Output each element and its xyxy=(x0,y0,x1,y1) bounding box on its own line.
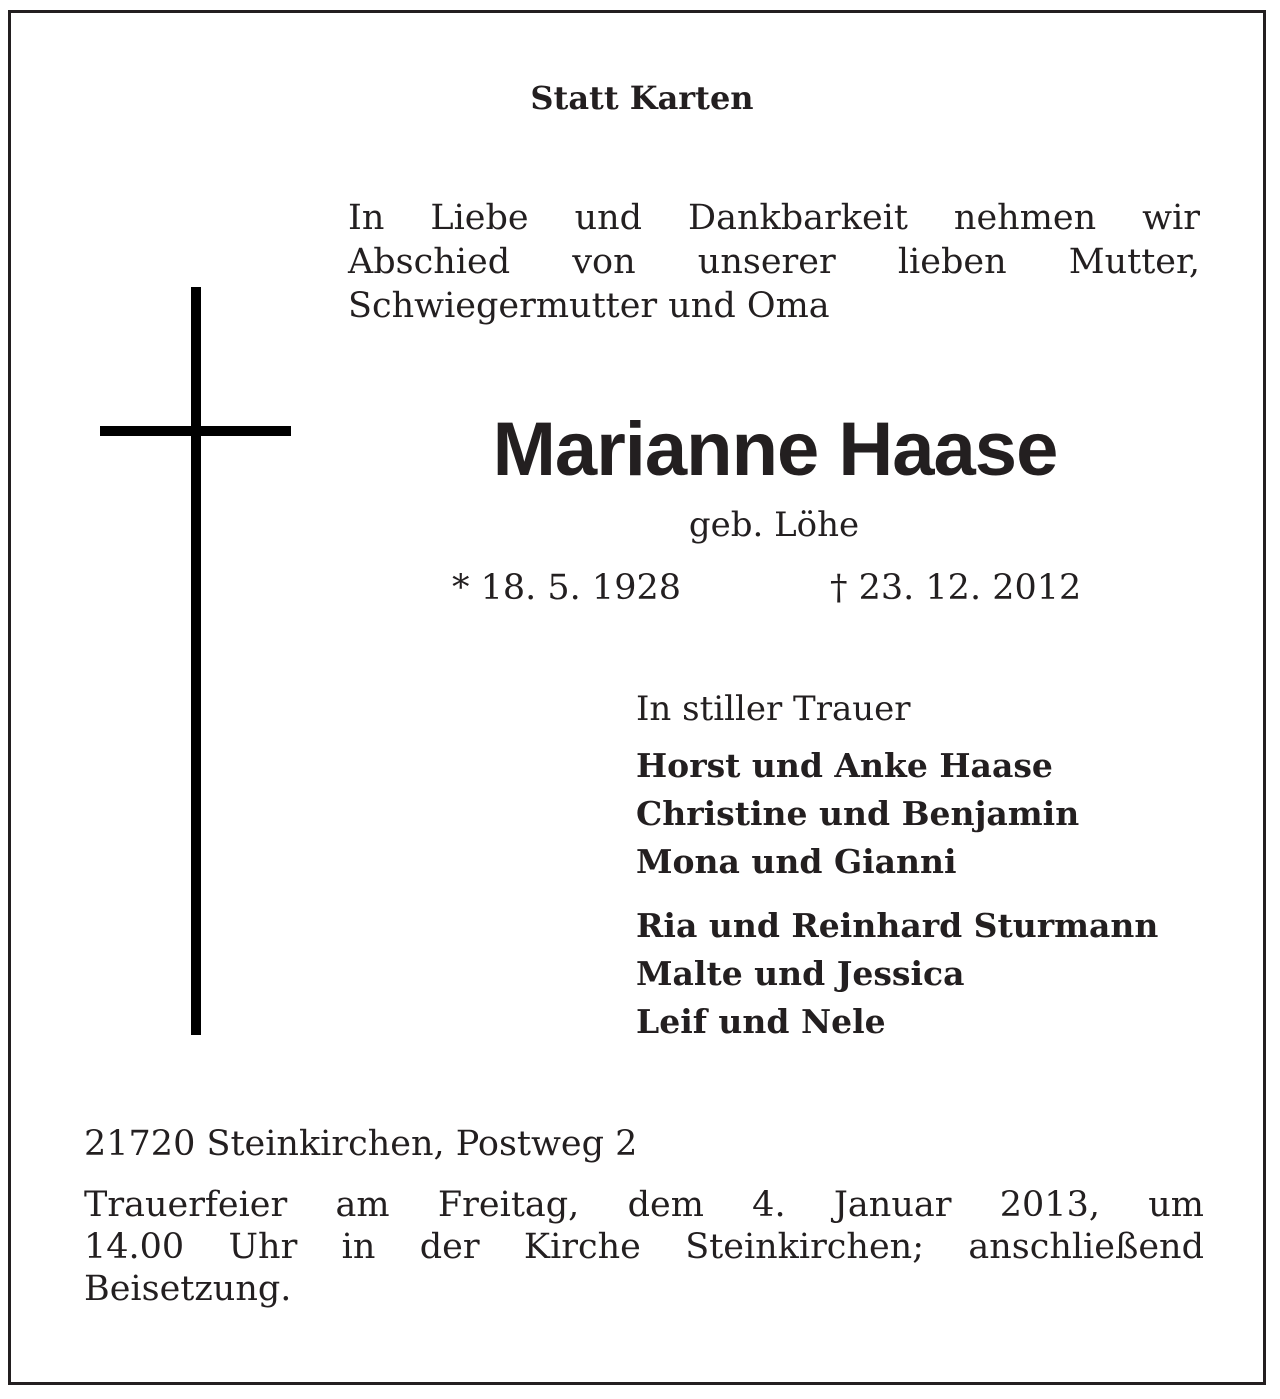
family-member: Leif und Nele xyxy=(636,1002,886,1041)
family-group-2 xyxy=(636,902,1236,1046)
maiden-name: geb. Löhe xyxy=(688,505,860,545)
service-info xyxy=(84,1184,1204,1310)
service-line: Trauerfeier am Freitag, dem 4. Januar 2013, um xyxy=(84,1185,1204,1225)
intro-line: Schwiegermutter und Oma xyxy=(348,286,830,326)
service-line: Beisetzung. xyxy=(84,1269,292,1309)
death-date: † 23. 12. 2012 xyxy=(830,568,1082,608)
family-member: Horst und Anke Haase xyxy=(636,746,1053,785)
intro-line: In Liebe und Dankbarkeit nehmen wir xyxy=(348,198,1200,238)
mourners-block xyxy=(636,686,1236,1046)
notice-heading: Statt Karten xyxy=(530,79,754,117)
family-member: Christine und Benjamin xyxy=(636,794,1080,833)
intro-line: Abschied von unserer lieben Mutter, xyxy=(348,242,1200,282)
family-member: Ria und Reinhard Sturmann xyxy=(636,906,1159,945)
family-member: Malte und Jessica xyxy=(636,954,965,993)
family-group-1 xyxy=(636,742,1236,886)
address: 21720 Steinkirchen, Postweg 2 xyxy=(84,1124,638,1164)
service-line: 14.00 Uhr in der Kirche Steinkirchen; anschließend xyxy=(84,1227,1204,1267)
deceased-name: Marianne Haase xyxy=(492,407,1058,492)
mourners-intro: In stiller Trauer xyxy=(636,689,911,729)
intro-text xyxy=(348,196,1200,328)
family-member: Mona und Gianni xyxy=(636,842,957,881)
birth-date: * 18. 5. 1928 xyxy=(452,568,682,608)
